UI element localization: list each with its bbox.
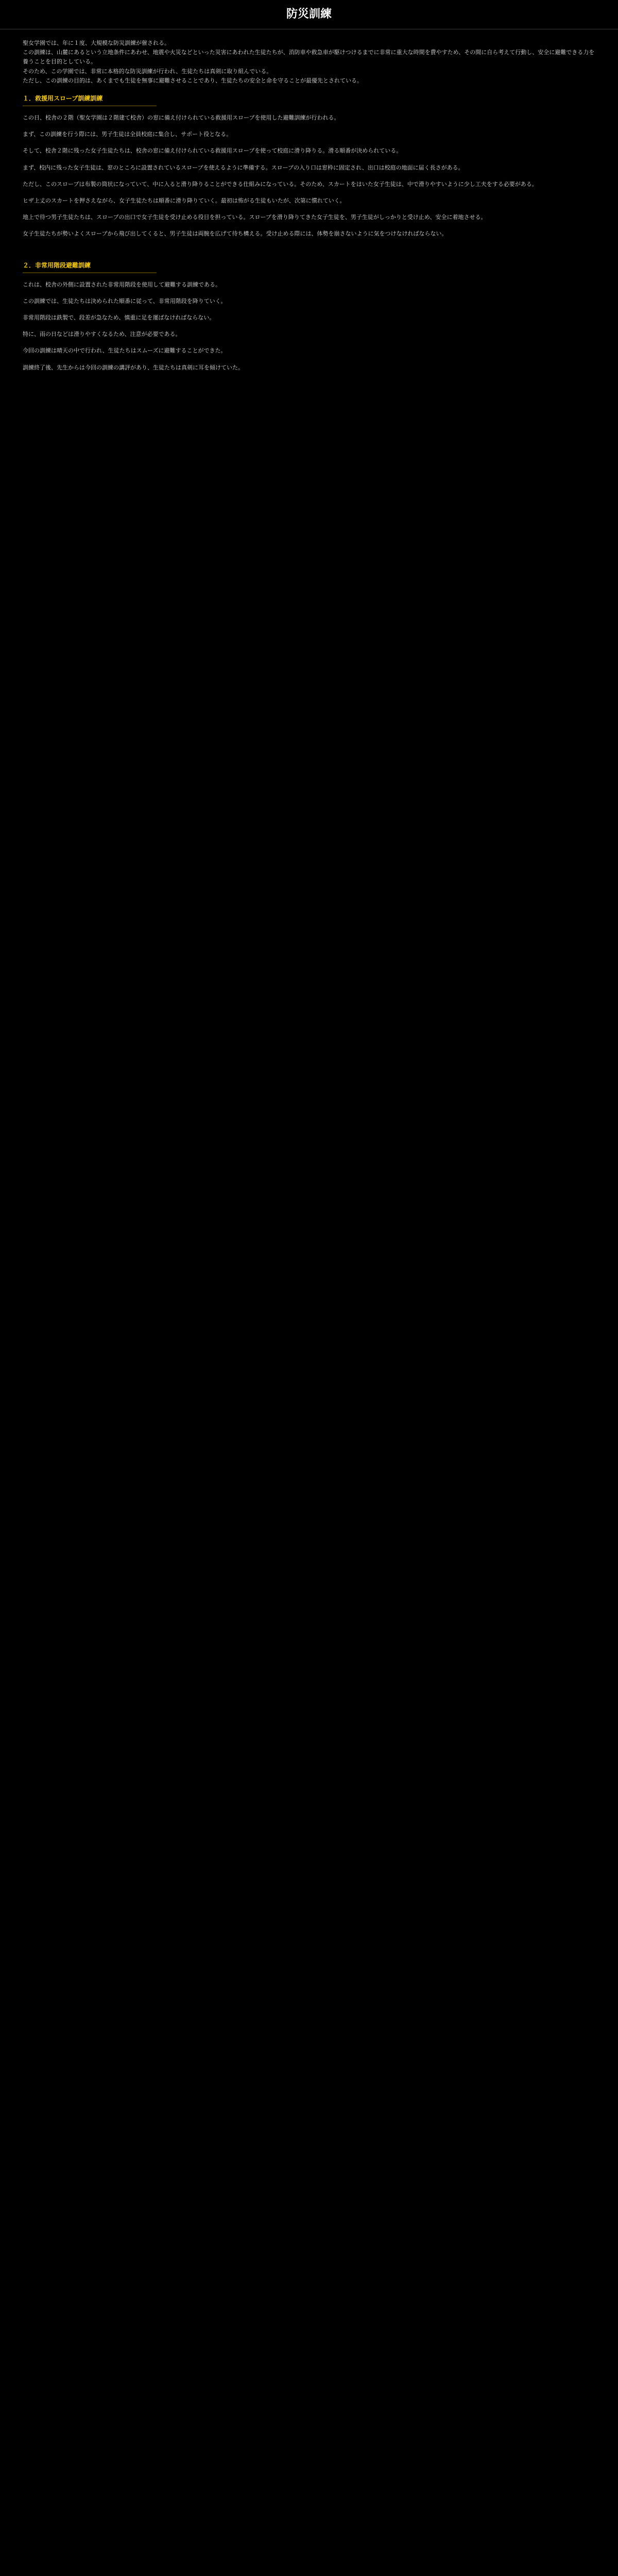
section-paragraph: ただし、このスロープは布製の筒状になっていて、中に入ると滑り降りることができる仕組みになっている。そのため、スカートをはいた女子生徒は、中で滑りやすいように少し工夫をする必要がある。	[23, 180, 538, 188]
section-paragraph: 訓練終了後、先生からは今回の訓練の講評があり、生徒たちは真剣に耳を傾けていた。	[23, 364, 244, 371]
section-paragraph: これは、校舎の外側に設置された非常用階段を使用して避難する訓練である。	[23, 281, 221, 288]
intro-text	[23, 39, 595, 86]
section-paragraph: 女子生徒たちが勢いよくスロープから飛び出してくると、男子生徒は両腕を広げて待ち構える。受け止める際には、体勢を崩さないように気をつけなければならない。	[23, 230, 448, 238]
section-body	[23, 113, 595, 239]
section-heading: １．救援用スロープ訓練訓練	[23, 93, 157, 106]
content-area	[0, 29, 618, 372]
section-paragraph: まず、この訓練を行う際には、男子生徒は全員校庭に集合し、サポート役となる。	[23, 131, 232, 138]
section-paragraph: この日、校舎の２階（聖女学園は２階建て校舎）の窓に備え付けられている救援用スロープを使用した避難訓練が行われる。	[23, 114, 340, 122]
intro-paragraph: この訓練は、山麓にあるという立地条件にあわせ、地震や火災などといった災害にあわれた生徒たちが、消防車や救急車が駆けつけるまでに非常に重大な時間を費やすため、その間に自ら考えて行動し、安全に避難できる力を養うことを目的としている。	[23, 49, 595, 65]
intro-paragraph: 聖女学園では、年に１度、大規模な防災訓練が催される。	[23, 40, 170, 46]
section-paragraph: ヒザ上丈のスカートを押さえながら、女子生徒たちは順番に滑り降りていく。最初は怖がる生徒もいたが、次第に慣れていく。	[23, 197, 346, 205]
section-paragraph: 今回の訓練は晴天の中で行われ、生徒たちはスムーズに避難することができた。	[23, 347, 227, 354]
section-heading: ２．非常用階段避難訓練	[23, 260, 157, 273]
section-paragraph: 非常用階段は鉄製で、段差が急なため、慎重に足を運ばなければならない。	[23, 314, 215, 321]
section-paragraph: 地上で待つ男子生徒たちは、スロープの出口で女子生徒を受け止める役目を担っている。スロープを滑り降りてきた女子生徒を、男子生徒がしっかりと受け止め、安全に着地させる。	[23, 214, 487, 221]
spacer	[23, 246, 595, 252]
section-paragraph: まず、校内に残った女子生徒は、窓のところに設置されているスロープを使えるように準備する。スロープの入り口は窓枠に固定され、出口は校庭の地面に届く長さがある。	[23, 164, 464, 171]
section-body	[23, 280, 595, 372]
intro-paragraph: そのため、この学園では、非常に本格的な防災訓練が行われ、生徒たちは真剣に取り組んでいる。	[23, 67, 272, 75]
section-paragraph: そして、校舎２階に残った女子生徒たちは、校舎の窓に備え付けられている救援用スロープを使って校庭に滑り降りる。滑る順番が決められている。	[23, 147, 402, 155]
intro-paragraph: ただし、この訓練の目的は、あくまでも生徒を無事に避難させることであり、生徒たちの安全と命を守ることが最優先とされている。	[23, 77, 363, 84]
section-paragraph: 特に、雨の日などは滑りやすくなるため、注意が必要である。	[23, 331, 181, 338]
section-paragraph: この訓練では、生徒たちは決められた順番に従って、非常用階段を降りていく。	[23, 297, 227, 304]
page-title: 防災訓練	[0, 0, 618, 29]
